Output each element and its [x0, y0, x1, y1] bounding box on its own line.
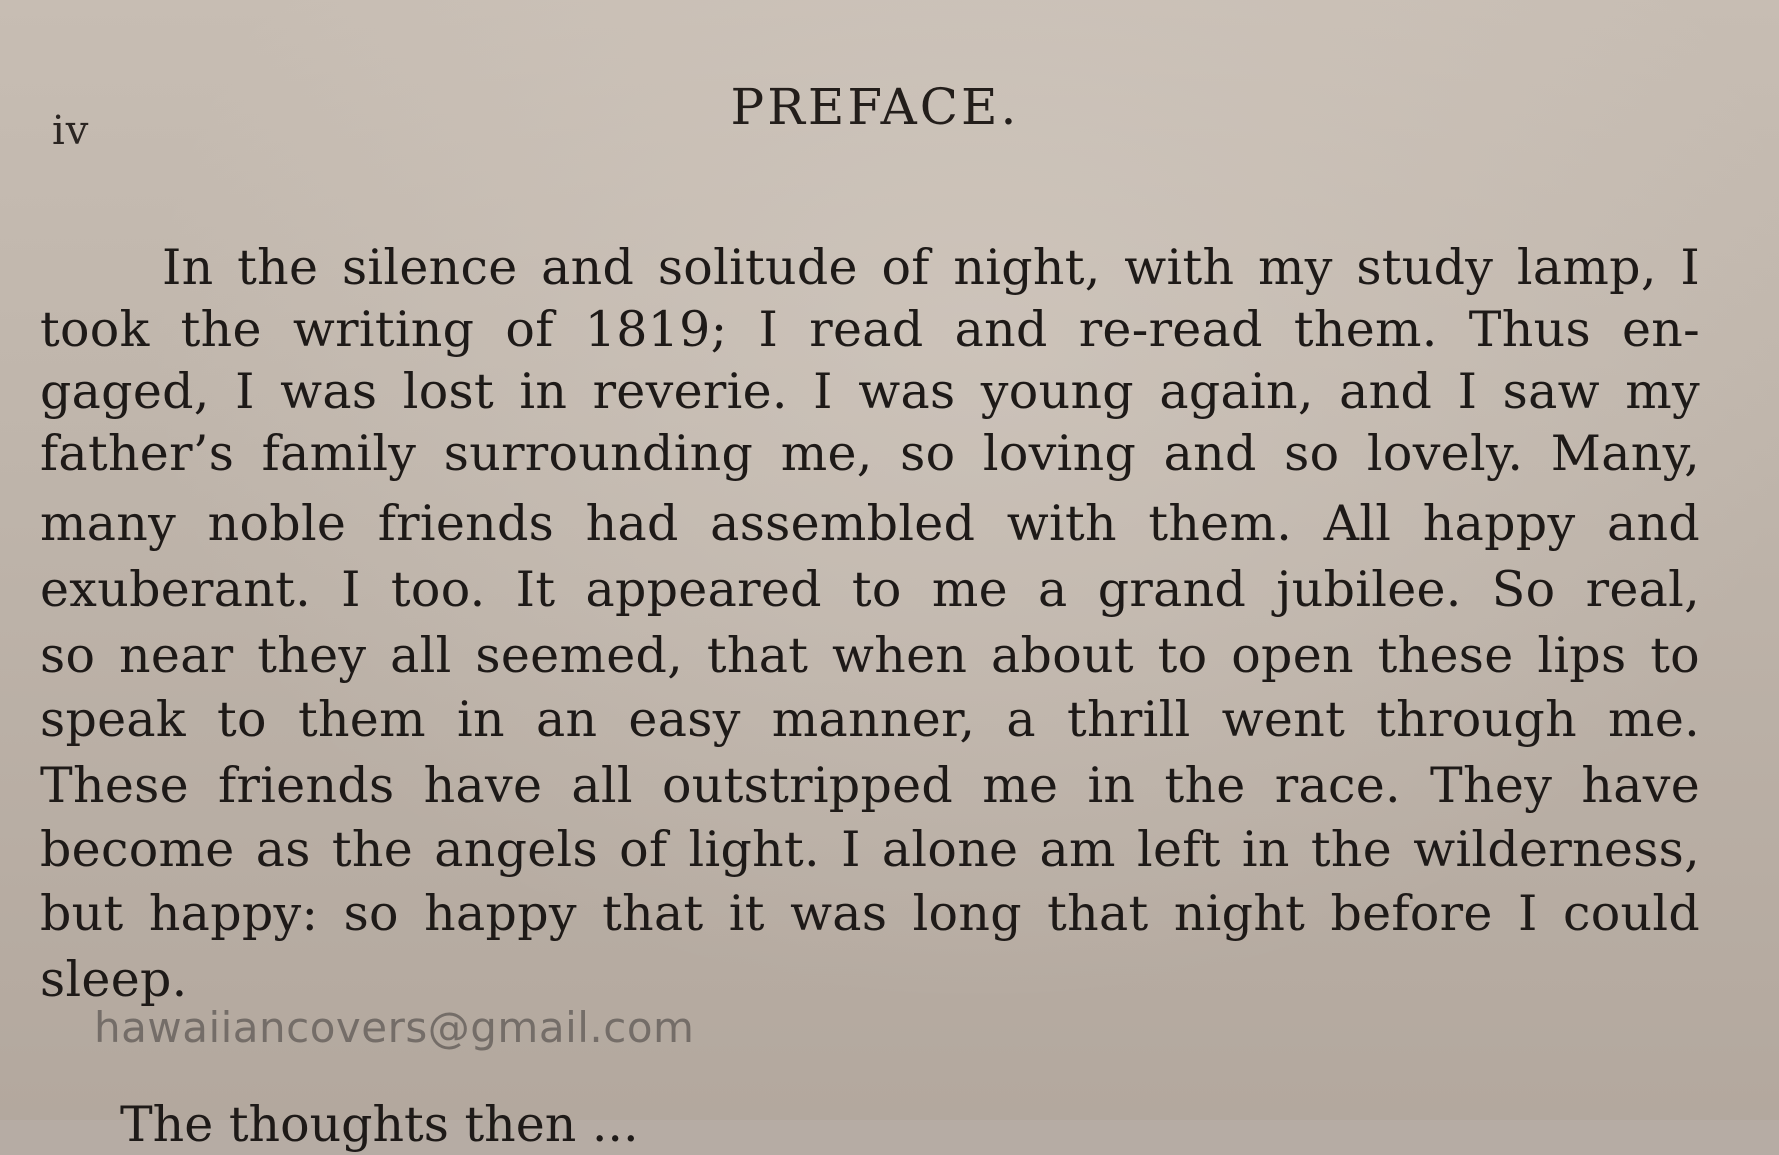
text-line: speak to them in an easy manner, a thrill went through me. — [40, 691, 1700, 748]
text-line: exuberant. I too. It appeared to me a grand jubilee. So real, — [40, 561, 1700, 618]
cut-off-next-line: The thoughts then ... — [120, 1096, 639, 1153]
email-watermark: hawaiiancovers@gmail.com — [94, 1003, 695, 1052]
text-line: become as the angels of light. I alone am left in the wilderness, — [40, 821, 1700, 878]
text-line: many noble friends had assembled with them. All happy and — [40, 495, 1700, 552]
page-title: PREFACE. — [730, 78, 1020, 136]
text-line: so near they all seemed, that when about to open these lips to — [40, 627, 1700, 684]
page-number: iv — [52, 108, 90, 154]
text-line: In the silence and solitude of night, with my study lamp, I — [162, 239, 1700, 296]
text-line: took the writing of 1819; I read and re-read them. Thus en- — [40, 301, 1700, 358]
text-line: but happy: so happy that it was long that night before I could — [40, 885, 1700, 942]
text-line: gaged, I was lost in reverie. I was young again, and I saw my — [40, 363, 1700, 420]
text-line: sleep. — [40, 951, 188, 1008]
text-line: These friends have all outstripped me in the race. They have — [40, 757, 1700, 814]
text-line: father’s family surrounding me, so loving and so lovely. Many, — [40, 425, 1700, 482]
